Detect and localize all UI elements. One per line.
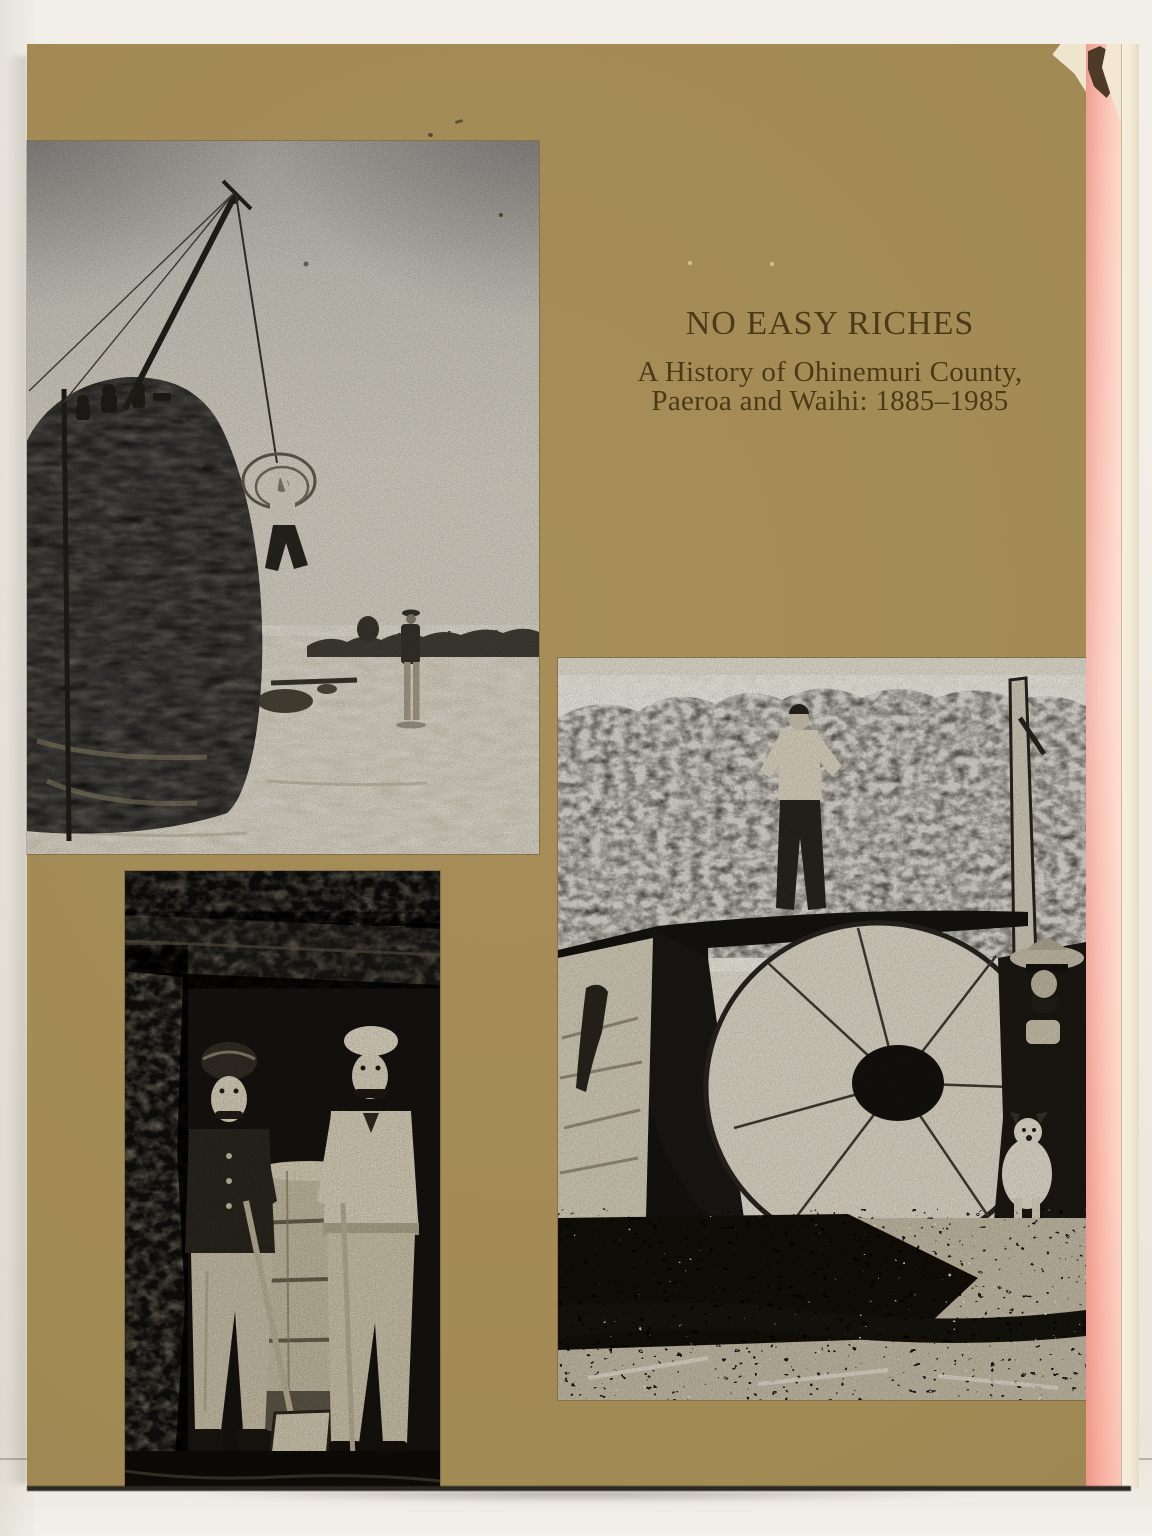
page-block-edge [1121, 44, 1139, 1488]
photo-grain [27, 141, 539, 854]
ink-speck [499, 213, 503, 217]
book-subtitle-line1: A History of Ohinemuri County, [637, 356, 1023, 388]
book [27, 44, 1138, 1488]
photo-grain [125, 871, 440, 1488]
miners-illustration [125, 871, 440, 1488]
light-fleck [688, 261, 692, 265]
photo-haystack [27, 141, 539, 854]
book-cast-shadow-left [7, 56, 27, 1484]
jacket-corner-tear [1045, 44, 1086, 92]
light-fleck [770, 262, 774, 266]
dust-jacket-front-cover [27, 44, 1086, 1488]
kauri-log-illustration [558, 658, 1086, 1400]
spine-sheen [1086, 44, 1121, 1488]
book-title: NO EASY RICHES [685, 305, 975, 342]
title-block [580, 306, 1080, 416]
photo-miners [125, 871, 440, 1488]
photo-kauri-log [558, 658, 1086, 1400]
book-cast-shadow-bottom [32, 1491, 1126, 1507]
photo-grain [558, 658, 1086, 1400]
dust-jacket-spine-edge [1086, 44, 1121, 1488]
book-subtitle-line2: Paeroa and Waihi: 1885–1985 [651, 385, 1009, 417]
ink-speck [427, 132, 433, 137]
haystack-illustration [27, 141, 539, 854]
ink-speck [455, 119, 464, 124]
